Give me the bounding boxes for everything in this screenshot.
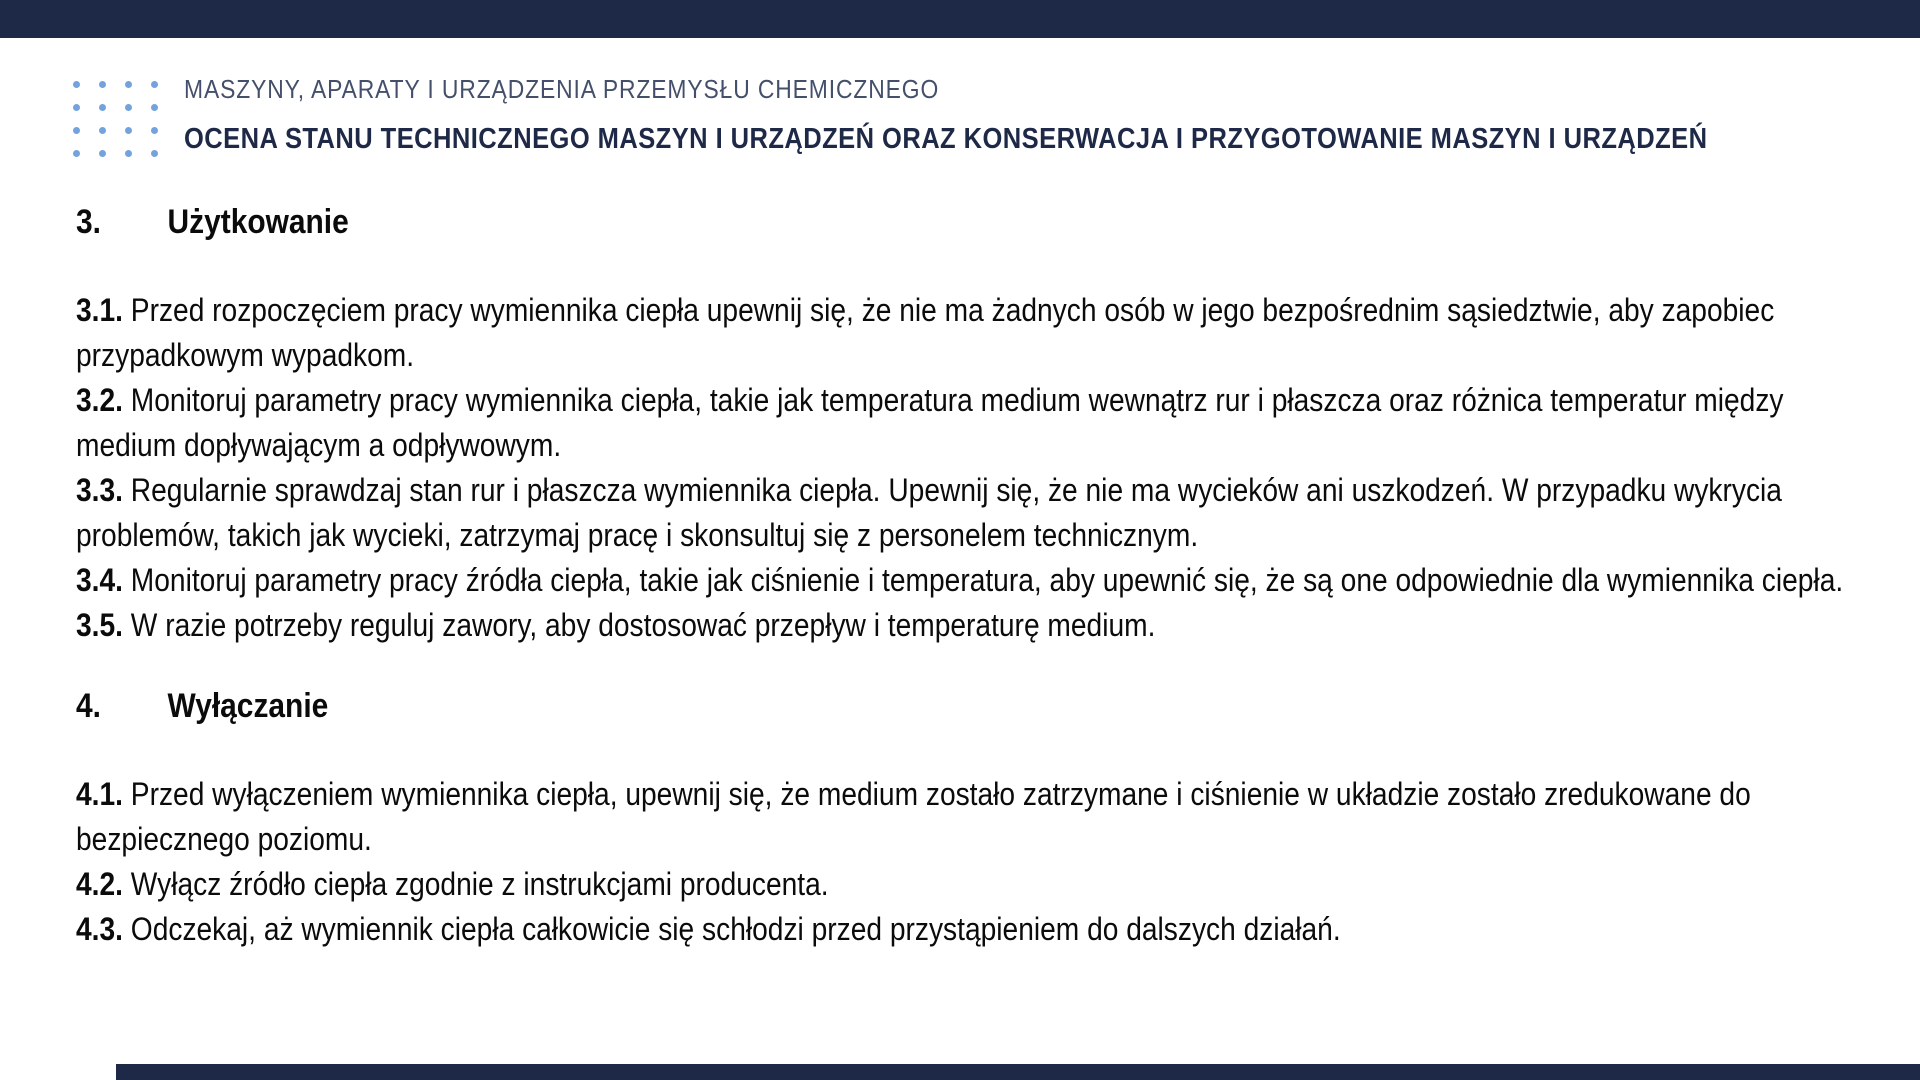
dot-icon (151, 81, 158, 88)
bottom-bar (116, 1064, 1920, 1080)
dot-icon (99, 81, 106, 88)
dot-icon (125, 104, 132, 111)
section-4-heading (76, 684, 1867, 729)
section-number: 4. (76, 687, 101, 725)
instruction-text: W razie potrzeby reguluj zawory, aby dostosować przepływ i temperaturę medium. (130, 607, 1156, 643)
slide-header (184, 74, 1920, 155)
instruction-number: 3.2. (76, 382, 123, 418)
instruction-text: Przed wyłączeniem wymiennika ciepła, upewnij się, że medium zostało zatrzymane i ciśnienie w układzie zostało zredukowane do bezpiecznego poziomu. (76, 776, 1751, 857)
dot-icon (99, 150, 106, 157)
instruction-text: Odczekaj, aż wymiennik ciepła całkowicie się schłodzi przed przystąpieniem do dalszych działań. (130, 911, 1341, 947)
instruction-number: 3.1. (76, 292, 123, 328)
dot-icon (125, 81, 132, 88)
instruction-number: 3.4. (76, 562, 123, 598)
dot-icon (73, 150, 80, 157)
dot-icon (73, 104, 80, 111)
instruction-number: 3.3. (76, 472, 123, 508)
slide-content (76, 200, 1867, 952)
instruction-4-1 (76, 772, 1867, 862)
instruction-3-2 (76, 378, 1867, 468)
instruction-3-3 (76, 468, 1867, 558)
instruction-number: 4.2. (76, 866, 123, 902)
instruction-number: 4.1. (76, 776, 123, 812)
instruction-number: 3.5. (76, 607, 123, 643)
dot-icon (125, 150, 132, 157)
dots-grid-icon (73, 81, 158, 157)
section-number: 3. (76, 203, 101, 241)
instruction-text: Wyłącz źródło ciepła zgodnie z instrukcjami producenta. (130, 866, 829, 902)
instruction-4-3 (76, 907, 1867, 952)
instruction-text: Monitoruj parametry pracy źródła ciepła, takie jak ciśnienie i temperatura, aby upewnić się, że są one odpowiednie dla wymiennika ciepła. (130, 562, 1844, 598)
instruction-text: Monitoruj parametry pracy wymiennika ciepła, takie jak temperatura medium wewnątrz rur i płaszcza oraz różnica temperatur między medium dopływającym a odpływowym. (76, 382, 1784, 463)
dot-icon (73, 81, 80, 88)
instruction-text: Regularnie sprawdzaj stan rur i płaszcza wymiennika ciepła. Upewnij się, że nie ma wycieków ani uszkodzeń. W przypadku wykrycia problemów, takich jak wycieki, zatrzymaj pracę i skonsultuj się z personelem technicznym. (76, 472, 1782, 553)
dot-icon (151, 127, 158, 134)
course-kicker: MASZYNY, APARATY I URZĄDZENIA PRZEMYSŁU CHEMICZNEGO (184, 74, 940, 104)
dot-icon (151, 104, 158, 111)
lesson-title: OCENA STANU TECHNICZNEGO MASZYN I URZĄDZEŃ ORAZ KONSERWACJA I PRZYGOTOWANIE MASZYN I URZĄDZEŃ (184, 123, 1708, 155)
dot-icon (151, 150, 158, 157)
instruction-3-4 (76, 558, 1867, 603)
section-title: Wyłączanie (167, 687, 329, 725)
top-bar (0, 0, 1920, 38)
section-title: Użytkowanie (167, 203, 349, 241)
instruction-4-2 (76, 862, 1867, 907)
instruction-text: Przed rozpoczęciem pracy wymiennika ciepła upewnij się, że nie ma żadnych osób w jego bezpośrednim sąsiedztwie, aby zapobiec przypadkowym wypadkom. (76, 292, 1775, 373)
instruction-3-1 (76, 288, 1867, 378)
instruction-3-5 (76, 603, 1867, 648)
section-3-heading (76, 200, 1867, 245)
dot-icon (99, 127, 106, 134)
instruction-number: 4.3. (76, 911, 123, 947)
dot-icon (99, 104, 106, 111)
dot-icon (125, 127, 132, 134)
dot-icon (73, 127, 80, 134)
